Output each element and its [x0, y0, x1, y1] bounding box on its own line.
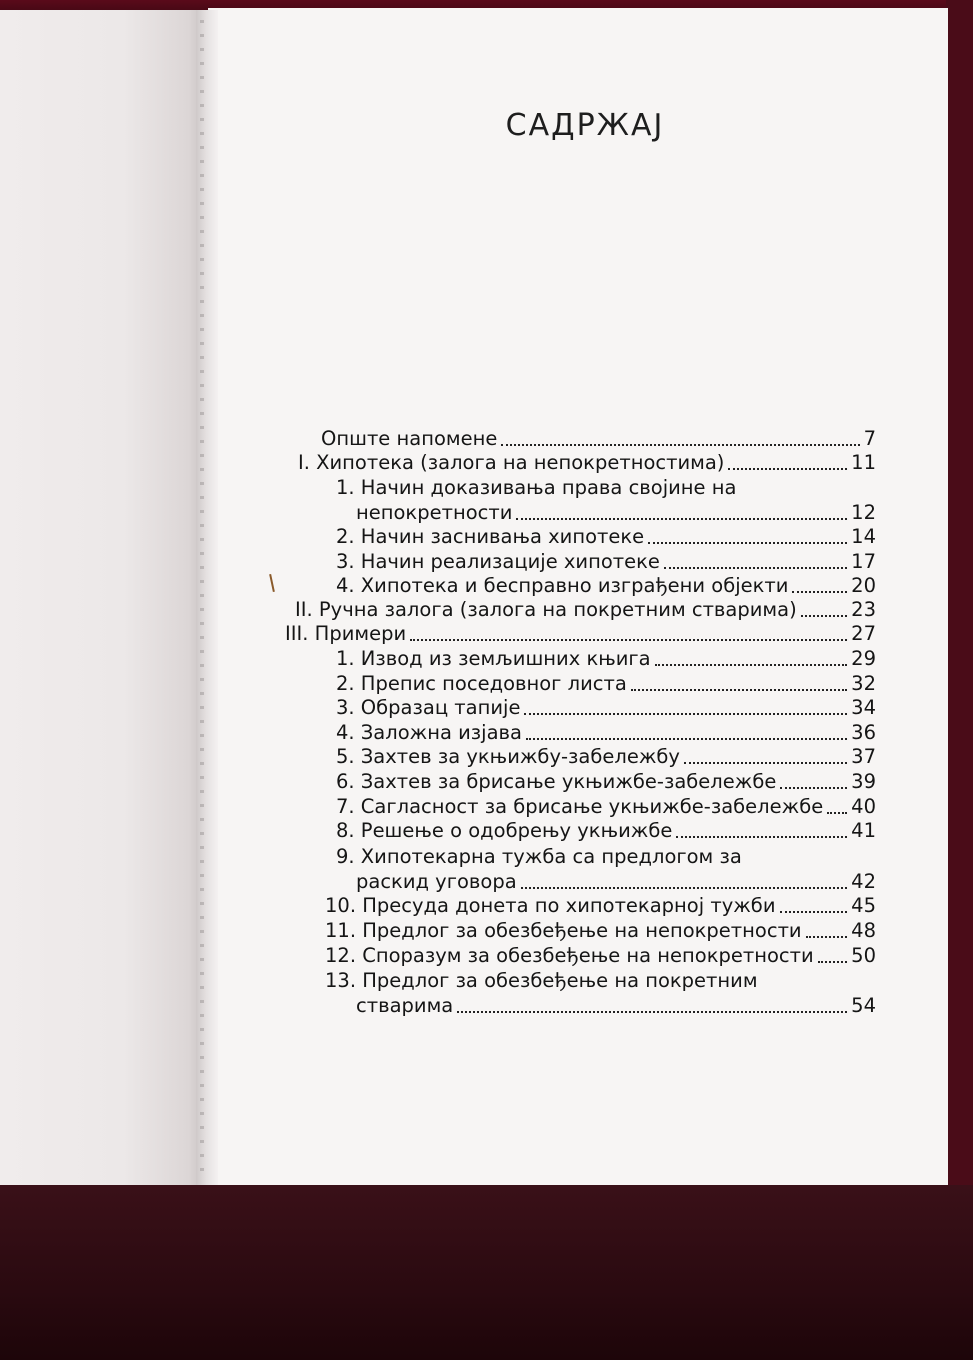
toc-entry-page: 11 [851, 451, 876, 474]
toc-entry [336, 720, 876, 746]
toc-entry-page: 37 [851, 745, 876, 768]
toc-entry-label: 11. Предлог за обезбеђење на непокретности [325, 919, 802, 942]
toc-entry [336, 475, 876, 501]
page-title: САДРЖАЈ [505, 108, 665, 143]
toc-entry-label: I. Хипотека (залога на непокретностима) [298, 451, 725, 474]
toc-entry-label: 3. Образац тапије [336, 696, 521, 719]
toc-entry [321, 426, 876, 452]
toc-entry [356, 993, 876, 1019]
toc-entry-page: 45 [851, 894, 876, 917]
toc-entry-page: 23 [851, 598, 876, 621]
toc-entry-page: 42 [851, 870, 876, 893]
toc-entry-page: 54 [851, 994, 876, 1017]
toc-entry-page: 50 [851, 944, 876, 967]
toc-entry-page: 34 [851, 696, 876, 719]
leader-dots [806, 936, 848, 938]
leader-dots [655, 664, 848, 666]
leader-dots [501, 444, 859, 446]
toc-entry [336, 794, 876, 820]
toc-entry [325, 918, 876, 944]
toc-entry-page: 48 [851, 919, 876, 942]
toc-entry [336, 769, 876, 795]
toc-entry [336, 646, 876, 672]
leader-dots [780, 787, 847, 789]
toc-entry [325, 968, 876, 994]
toc-entry-page: 32 [851, 672, 876, 695]
toc-entry [336, 744, 876, 770]
leader-dots [410, 639, 847, 641]
toc-entry-label: 13. Предлог за обезбеђење на покретним [325, 969, 758, 992]
leader-dots [792, 591, 847, 593]
toc-entry-label: стварима [356, 994, 454, 1017]
toc-entry-page: 7 [863, 427, 876, 450]
toc-entry-page: 12 [851, 501, 876, 524]
toc-entry-label: 1. Извод из земљишних књига [336, 647, 651, 670]
scanner-background-bottom [0, 1185, 973, 1360]
toc-entry-label: 6. Захтев за брисање укњижбе-забележбе [336, 770, 777, 793]
leader-dots [827, 812, 847, 814]
left-page [0, 10, 205, 1190]
toc-entry [325, 893, 876, 919]
toc-entry [356, 869, 876, 895]
leader-dots [664, 567, 847, 569]
toc-entry-page: 36 [851, 721, 876, 744]
toc-entry-page: 29 [851, 647, 876, 670]
toc-entry-page: 27 [851, 622, 876, 645]
leader-dots [818, 961, 847, 963]
toc-entry [336, 818, 876, 844]
toc-entry-label: III. Примери [285, 622, 407, 645]
toc-entry [336, 844, 876, 870]
toc-entry-label: 4. Заложна изјава [336, 721, 522, 744]
toc-entry-label: II. Ручна залога (залога на покретним стварима) [295, 598, 797, 621]
toc-entry-label: Опште напомене [321, 427, 498, 450]
toc-entry [356, 500, 876, 526]
toc-entry [336, 573, 876, 599]
toc-entry-page: 20 [851, 574, 876, 597]
leader-dots [780, 911, 848, 913]
toc-entry-page: 40 [851, 795, 876, 818]
leader-dots [524, 713, 847, 715]
toc-entry [285, 621, 876, 647]
toc-entry [336, 524, 876, 550]
leader-dots [521, 887, 848, 889]
leader-dots [526, 738, 847, 740]
toc-entry [298, 450, 876, 476]
toc-entry-label: 2. Препис поседовног листа [336, 672, 627, 695]
toc-entry-page: 41 [851, 819, 876, 842]
toc-entry [295, 597, 876, 623]
toc-entry-page: 14 [851, 525, 876, 548]
toc-entry-label: 7. Сагласност за брисање укњижбе-забележбе [336, 795, 824, 818]
toc-entry-label: 1. Начин доказивања права својине на [336, 476, 737, 499]
toc-entry-label: 5. Захтев за укњижбу-забележбу [336, 745, 680, 768]
scanner-background-right [946, 0, 973, 1190]
toc-entry-label: 4. Хипотека и бесправно изграђени објекти [336, 574, 789, 597]
toc-entry [336, 549, 876, 575]
leader-dots [676, 836, 847, 838]
toc-entry-label: 12. Споразум за обезбеђење на непокретности [325, 944, 814, 967]
toc-entry-label: раскид уговора [356, 870, 517, 893]
toc-entry [336, 695, 876, 721]
binding-stitch [200, 20, 204, 1180]
leader-dots [684, 762, 847, 764]
toc-entry [336, 671, 876, 697]
toc-entry-label: 3. Начин реализације хипотеке [336, 550, 660, 573]
leader-dots [648, 542, 847, 544]
toc-entry-page: 17 [851, 550, 876, 573]
toc-entry-page: 39 [851, 770, 876, 793]
toc-entry-label: 8. Решење о одобрењу укњижбе [336, 819, 673, 842]
leader-dots [631, 689, 847, 691]
leader-dots [516, 518, 847, 520]
toc-entry-label: непокретности [356, 501, 513, 524]
leader-dots [728, 468, 847, 470]
toc-entry [325, 943, 876, 969]
toc-entry-label: 9. Хипотекарна тужба са предлогом за [336, 845, 742, 868]
toc-entry-label: 10. Пресуда донета по хипотекарној тужби [325, 894, 776, 917]
toc-entry-label: 2. Начин заснивања хипотеке [336, 525, 645, 548]
leader-dots [457, 1011, 847, 1013]
leader-dots [801, 615, 847, 617]
